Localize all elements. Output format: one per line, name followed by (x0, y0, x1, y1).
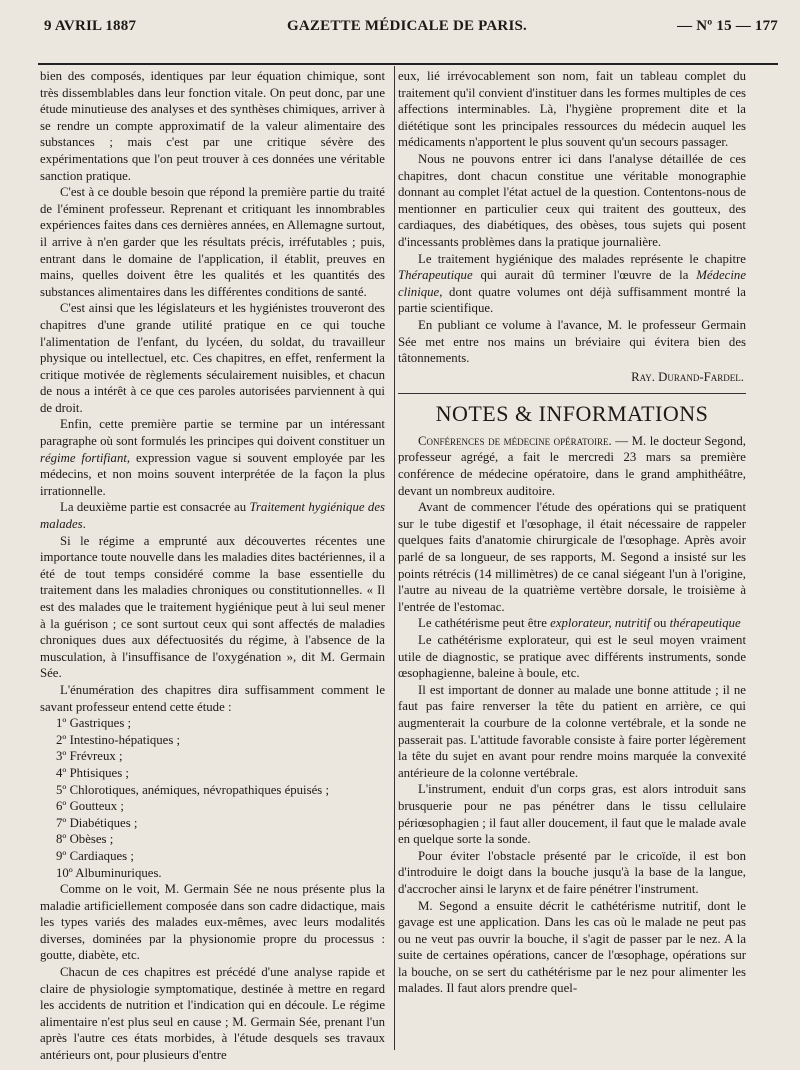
emphasis: Médecine clinique (398, 268, 746, 299)
section-separator (398, 393, 746, 394)
chapter-list (40, 715, 385, 881)
paragraph: Il est important de donner au malade une bonne attitude ; il ne faut pas faire renverser la tête du patient en arrière, ce qui augmenterait la courbure de la colonne vertébrale, et la sonde ne passerait pas. L'attitude favorable consiste à faire porter légèrement la tête du sujet en avant pour rendre moins marquée la convexité antérieure de la colonne vertébrale. (398, 682, 746, 780)
list-item: 4º Phtisiques ; (56, 765, 129, 780)
list-item: 7º Diabétiques ; (56, 815, 138, 830)
list-item: 9º Cardiaques ; (56, 848, 134, 863)
paragraph: L'instrument, enduit d'un corps gras, est alors introduit sans brusquerie pour ne pas pénétrer dans le tissu cellulaire périœsophagien ; il faut aller doucement, il faut que le malade avale en quelque sorte la sonde. (398, 782, 746, 847)
emphasis: Thérapeutique (398, 268, 473, 283)
paragraph: Enfin, cette première partie se termine par un intéressant paragraphe où sont formulés les principes qui doivent constituer un régime fortifiant, expression vague si souvent employée par les médecins, et non moins souvent interprétée de la façon la plus irrationnelle. (40, 417, 385, 498)
page-header (36, 10, 778, 54)
paragraph: bien des composés, identiques par leur équation chimique, sont très dissemblables dans leur fonction vitale. On peut donc, par une étude minutieuse des analyses et des synthèses chimiques, arriver à se rendre un compte approximatif de la valeur alimentaire des substances ; mais c'est par une critique sévère des expérimentations que l'on peut trouver à ces données une véritable sanction pratique. (40, 69, 385, 183)
header-title: GAZETTE MÉDICALE DE PARIS. (287, 18, 527, 34)
emphasis: explorateur, nutritif (550, 616, 651, 631)
emphasis: Traitement hygiénique des malades (40, 500, 385, 532)
list-item: 6º Goutteux ; (56, 799, 124, 814)
list-item: 1º Gastriques ; (56, 716, 132, 731)
left-column (40, 68, 385, 1064)
paragraph: Avant de commencer l'étude des opérations qui se pratiquent sur le tube digestif et l'œsophage, il était nécessaire de rappeler quelques faits d'anatomie chirurgicale de l'œsophage. Après avoir parlé de sa longueur, de ses rapports, M. Segond a insisté sur les points rétrécis (14 millimètres) de ce canal siégeant l'un à l'origine, l'autre au niveau de la quatrième vertèbre dorsale, le troisième à l'entrée de l'estomac. (398, 500, 746, 614)
paragraph: C'est ainsi que les législateurs et les hygiénistes trouveront des chapitres d'une grande utilité pratique en ce qui touche l'alimentation de l'enfant, du lycéen, du soldat, du travailleur physique ou intellectuel, etc. Ces chapitres, en effet, renferment la critique motivée de règlements séculairement nuisibles, et chacun de nous a intérêt à ce que ces paroles autorisées parviennent à qui de droit. (40, 301, 385, 415)
header-issue-number: — Nº 15 — 177 (677, 18, 778, 34)
paragraph: Si le régime a emprunté aux découvertes récentes une importance toute nouvelle dans les maladies dites bactériennes, il a été de tout temps considéré comme la base essentielle du traitement dans les maladies chroniques ou constitutionnelles. « Il est des malades que le traitement hygiénique peut à lui seul mener à la guérison ; ce sont surtout ceux qui sont affectés de maladies chroniques dues aux défectuosités du régime, à l'absence de la musculation, à l'insuffisance de l'oxygénation », dit M. Germain Sée. (40, 533, 385, 681)
author-signature: Ray. Durand-Fardel. (631, 369, 744, 384)
news-lead: Conférences de médecine opératoire. (418, 433, 612, 448)
column-divider (394, 66, 395, 1050)
paragraph: Pour éviter l'obstacle présenté par le cricoïde, il est bon d'introduire le doigt dans la bouche jusqu'à la base de la langue, d'accrocher ainsi le larynx et de faire pénétrer l'instrument. (398, 848, 746, 896)
paragraph: C'est à ce double besoin que répond la première partie du traité de l'éminent professeur. Reprenant et critiquant les innombrables expériences faites dans ces dernières années, en Allemagne surtout, il arrive à n'en garder que les résultats précis, irréfutables ; puis, entrant dans le domaine de l'application, il établit, preuves en mains, quelles doivent être les qualités et les quantités des substances alimentaires dans les différentes conditions de santé. (40, 185, 385, 299)
paragraph: L'énumération des chapitres dira suffisamment comment le savant professeur entend cette étude : (40, 682, 385, 714)
paragraph: Chacun de ces chapitres est précédé d'une analyse rapide et claire de physiologie symptomatique, destinée à mettre en regard les accidents de nutrition et l'indication qui en découle. Le régime alimentaire n'est plus seul en cause ; M. Germain Sée, prenant l'un après l'autre ces états morbides, à l'étude desquels ses travaux antérieurs ont, pour plusieurs d'entre (40, 965, 385, 1063)
list-item: 3º Frévreux ; (56, 749, 123, 764)
list-item: 5º Chlorotiques, anémiques, névropathiques épuisés ; (56, 782, 330, 797)
header-rule (38, 63, 778, 65)
section-title: NOTES & INFORMATIONS (435, 401, 709, 427)
emphasis: thérapeutique (669, 616, 741, 631)
list-item: 10º Albuminuriques. (56, 865, 162, 880)
paragraph: Le traitement hygiénique des malades représente le chapitre Thérapeutique qui aurait dû terminer l'œuvre de la Médecine clinique, dont quatre volumes ont déjà suffisamment montré la partie scientifique. (398, 251, 746, 316)
paragraph: La deuxième partie est consacrée au Traitement hygiénique des malades. (40, 500, 385, 532)
list-item: 2º Intestino-hépatiques ; (56, 732, 181, 747)
paragraph: eux, lié irrévocablement son nom, fait un tableau complet du traitement qu'il convient d'instituer dans les formes multiples de ces affections interminables. Là, l'hygiène proprement dite et la diététique sont les principales ressources du médecin auquel les médicaments n'apportent le plus souvent qu'un secours passager. (398, 69, 746, 150)
list-item: 8º Obèses ; (56, 832, 114, 847)
header-date: 9 AVRIL 1887 (44, 18, 137, 34)
paragraph: Comme on le voit, M. Germain Sée ne nous présente plus la maladie artificiellement composée dans son cadre didactique, mais les types variés des malades eux-mêmes, avec leurs modalités diverses, dominées par la physionomie propre du processus : goutte, diabète, etc. (40, 882, 385, 963)
paragraph: Conférences de médecine opératoire. — M. le docteur Segond, professeur agrégé, a fait le mercredi 23 mars sa première conférence de médecine opératoire, dans le grand amphithéâtre, devant un nombreux auditoire. (398, 433, 746, 498)
emphasis: régime fortifiant (40, 450, 127, 465)
paragraph: Le cathétérisme explorateur, qui est le seul moyen vraiment utile de diagnostic, se pratique avec différents instruments, sonde œsophagienne, baleine à boule, etc. (398, 633, 746, 681)
right-column (398, 68, 746, 997)
paragraph: Nous ne pouvons entrer ici dans l'analyse détaillée de ces chapitres, dont chacun constitue une véritable monographie donnant au complet l'état actuel de la question. Contentons-nous de mentionner en particulier ceux qui traitent des goutteux, des cardiaques, des diabétiques, des obèses, tous sujets qui posent d'incessants problèmes dans la pratique journalière. (398, 151, 746, 249)
paragraph: Le cathétérisme peut être explorateur, nutritif ou thérapeutique (418, 616, 741, 631)
paragraph: En publiant ce volume à l'avance, M. le professeur Germain Sée met entre nos mains un bréviaire qui évitera bien des tâtonnements. (398, 317, 746, 366)
paragraph: M. Segond a ensuite décrit le cathétérisme nutritif, dont le gavage est une application. Dans les cas où le malade ne peut pas ou ne veut pas ouvrir la bouche, il s'agit de passer par le nez. A la suite de certaines opérations, cancer de l'œsophage, opérations sur la bouche, on se sert du cathétérisme par le nez pour alimenter les malades. Il faut alors prendre quel- (398, 898, 746, 996)
